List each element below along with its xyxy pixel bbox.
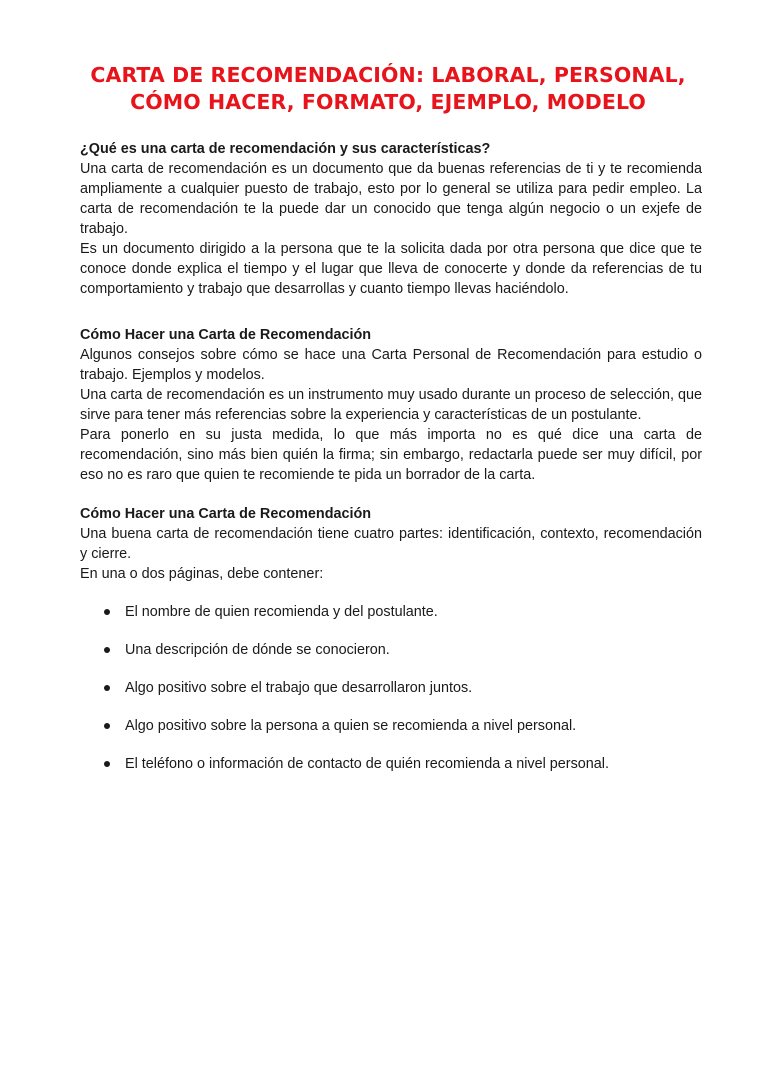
list-item-text: Una descripción de dónde se conocieron. — [125, 642, 390, 658]
title-line-1: CARTA DE RECOMENDACIÓN: LABORAL, PERSONAL, — [90, 63, 686, 87]
requirements-list — [80, 602, 702, 774]
title-line-2: CÓMO HACER, FORMATO, EJEMPLO, MODELO — [130, 90, 646, 114]
section-question-heading: ¿Qué es una carta de recomendación y sus características? — [80, 141, 491, 157]
list-item-text: Algo positivo sobre el trabajo que desarrollaron juntos. — [125, 680, 473, 696]
paragraph: Una carta de recomendación es un instrumento muy usado durante un proceso de selección, que sirve para tener más referencias sobre la experiencia y características de un postulante. — [80, 387, 702, 423]
bullet-icon — [104, 647, 110, 653]
paragraph: Es un documento dirigido a la persona que te la solicita dada por otra persona que dice que te conoce donde explica el tiempo y el lugar que lleva de conocerte y donde da referencias de tu comportamiento y trabajo que desarrollas y cuanto tiempo llevas haciéndolo. — [80, 241, 702, 297]
paragraph: Para ponerlo en su justa medida, lo que más importa no es qué dice una carta de recomendación, sino más bien quién la firma; sin embargo, redactarla puede ser muy difícil, por eso no es raro que quien te recomiende te pida un borrador de la carta. — [80, 427, 702, 483]
document-page — [0, 62, 768, 1086]
list-item-text: Algo positivo sobre la persona a quien se recomienda a nivel personal. — [125, 718, 577, 734]
bullet-icon — [104, 609, 110, 615]
paragraph: En una o dos páginas, debe contener: — [80, 566, 324, 582]
section-heading: Cómo Hacer una Carta de Recomendación — [80, 327, 372, 343]
list-item-text: El teléfono o información de contacto de quién recomienda a nivel personal. — [125, 756, 609, 772]
bullet-icon — [104, 723, 110, 729]
list-item — [80, 754, 702, 774]
list-item — [80, 716, 702, 736]
list-item — [80, 640, 702, 660]
bullet-icon — [104, 761, 110, 767]
list-item-text: El nombre de quien recomienda y del postulante. — [125, 604, 438, 620]
list-item — [80, 602, 702, 622]
paragraph: Una buena carta de recomendación tiene cuatro partes: identificación, contexto, recomendación y cierre. — [80, 526, 702, 562]
document-body — [80, 139, 702, 774]
document-title — [80, 62, 702, 116]
bullet-icon — [104, 685, 110, 691]
paragraph: Una carta de recomendación es un documento que da buenas referencias de ti y te recomienda ampliamente a cualquier puesto de trabajo, esto por lo general se utiliza para pedir empleo. La carta de recomendación te la puede dar un conocido que tenga algún negocio o un exjefe de trabajo. — [80, 161, 702, 237]
section-heading: Cómo Hacer una Carta de Recomendación — [80, 506, 372, 522]
paragraph: Algunos consejos sobre cómo se hace una Carta Personal de Recomendación para estudio o trabajo. Ejemplos y modelos. — [80, 347, 702, 383]
list-item — [80, 678, 702, 698]
